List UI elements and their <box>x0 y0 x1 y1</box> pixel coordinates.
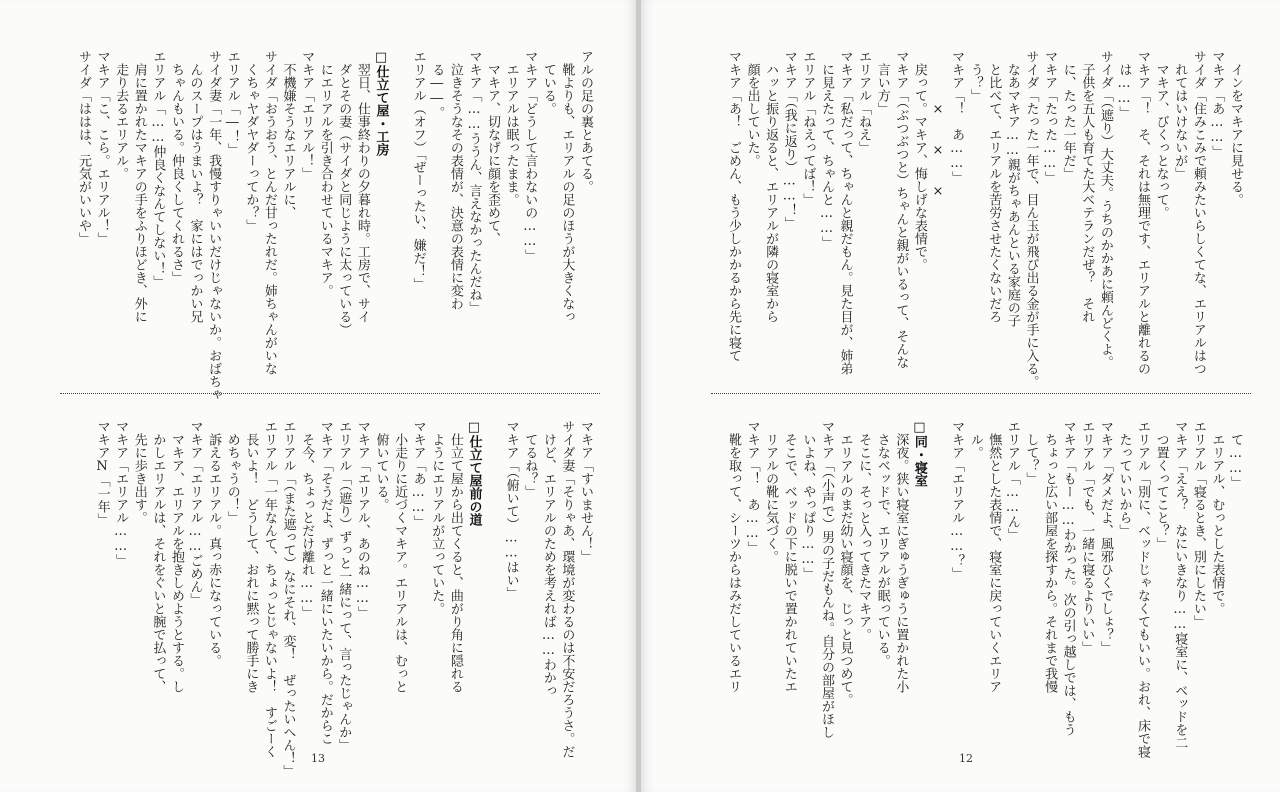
script-line: マキア「もー……わかった。次の引っ越しでは、もう <box>1060 420 1076 736</box>
script-line: そこで、ベッドの下に脱いで置かれていたエ <box>781 420 797 693</box>
script-line: そこに、そっと入ってきたマキア。 <box>856 420 872 641</box>
script-line: マキア、切なげに顔を歪めて、 <box>485 50 501 245</box>
page-12 <box>641 0 1280 792</box>
script-line: エリアル「一年なんて、ちょっとじゃないよ！ すごーく <box>261 420 277 758</box>
script-line: マキア「私だって、ちゃんと親だもん。見た目が、姉弟 <box>837 50 853 375</box>
scene-heading: □同・寝室 <box>911 420 927 487</box>
script-line: ル。 <box>967 420 983 459</box>
script-line: マキア「どうして言わないの……」 <box>522 50 538 262</box>
script-line: マキアN「一年」 <box>94 420 110 526</box>
script-line: て……」 <box>1228 420 1243 489</box>
section-divider <box>60 393 600 394</box>
script-line: サイダ「おうおう、とんだ甘ったれだ。姉ちゃんがいな <box>261 50 277 375</box>
script-line: マキア「あ……」 <box>1209 50 1225 158</box>
script-line: インをマキアに見せる。 <box>1228 50 1243 206</box>
script-line: エリアル「（また遮って）なにそれ、変！ ぜったいへん！」 <box>280 420 296 778</box>
script-line: して？」 <box>1023 420 1039 485</box>
upper-text-block <box>696 50 1244 388</box>
script-line: 訴えるエリアル。真っ赤になっている。 <box>206 420 222 667</box>
script-line: エリアル「でも、一緒に寝るよりいい」 <box>1079 420 1095 654</box>
script-line: マキア「（俯いて）……はい」 <box>503 420 519 600</box>
lower-text-block <box>696 420 1244 758</box>
script-line: マキア「エリアル……ごめん」 <box>187 420 203 606</box>
script-line: マキア「エリアル、あのね……」 <box>354 420 370 619</box>
script-line: ダとその妻（サイダと同じように太っている） <box>336 50 352 336</box>
script-line: マキア「そうだよ、ずっと一緒にいたいから。だからこ <box>317 420 333 745</box>
script-line: マキア「！ あ……」 <box>744 420 760 554</box>
script-line: 子供を五人も育てた大ベテランだぜ？ それ <box>1079 50 1095 323</box>
script-line: 憮然とした表情で、寝室に戻っていくエリア <box>986 420 1002 693</box>
script-line: 翌日、仕事終わりの夕暮れ時。工房で、サイ <box>354 50 370 323</box>
script-line: サイダ「住みこみで頼みたいらしくてな、エリアルはつ <box>1190 50 1206 375</box>
scene-heading: □仕立て屋・工房 <box>373 50 389 156</box>
script-line: サイダ「たった一年で、目ん玉が飛び出る金が手に入る。 <box>1023 50 1039 388</box>
script-line: アルの足の裏とあてる。 <box>578 50 593 193</box>
script-line: エリアル（オフ）「ぜーったい、嫌だ！」 <box>410 50 426 291</box>
script-line: マキア「ええ？ なにいきなり……寝室に、ベッドを二 <box>1172 420 1188 749</box>
script-line: エリアル、むっとした表情で。 <box>1209 420 1225 615</box>
script-line: は……」 <box>1116 50 1132 119</box>
script-line: マキア「！ そ、それは無理です、エリアルと離れるの <box>1135 50 1151 375</box>
script-line: マキア「（ぶつぶつと）ちゃんと親がいるって、そんな <box>893 50 909 369</box>
script-line: ようにエリアルが立っていた。 <box>429 420 445 615</box>
page-number: 13 <box>311 752 325 765</box>
script-line: と比べて、エリアルを苦労させたくないだろ <box>986 50 1002 323</box>
blank-line <box>482 420 501 750</box>
script-line: リアルの靴に気づく。 <box>763 420 779 563</box>
script-line: めちゃうの！」 <box>224 420 240 524</box>
script-line: そ今、ちょっとだけ離れ……」 <box>299 420 315 619</box>
script-line: さなベッドで、エリアルが眠っている。 <box>874 420 890 667</box>
script-line: 顔を出していた。 <box>744 50 760 167</box>
script-line: エリアル「……ん」 <box>1004 420 1020 541</box>
script-line: つ置くってこと？」 <box>1153 420 1169 550</box>
script-line: エリアル「ねえってば！」 <box>800 50 816 206</box>
script-line: う？」 <box>967 50 983 102</box>
script-line: サイダ妻「一年、我慢すりゃいいだけじゃないか。おばちゃ <box>206 50 222 401</box>
script-line: マキア「……ううん、言えなかったんだね」 <box>466 50 482 314</box>
script-line: る――。 <box>429 50 445 119</box>
script-line: てるね？」 <box>522 420 538 498</box>
script-line: マキア、びくっとなって。 <box>1153 50 1169 219</box>
script-line: マキア「エリアル！」 <box>299 50 315 180</box>
script-line: 不機嫌そうなエリアルに、 <box>280 50 296 219</box>
script-line: ている。 <box>540 50 556 115</box>
script-line: れてはいけないが」 <box>1172 50 1188 180</box>
script-line: マキア「エリアル……」 <box>113 420 129 567</box>
script-line: エリアルのまだ幼い寝顔を、じっと見つめて。 <box>837 420 853 706</box>
script-line: マキア「！ あ……」 <box>949 50 965 184</box>
script-line: 長いよ！ どうして、おれに黙って勝手にき <box>243 420 259 693</box>
script-line: 言い方」 <box>874 50 890 115</box>
script-line: に見えたって、ちゃんと……」 <box>818 50 834 249</box>
upper-text-block <box>49 50 594 401</box>
script-line: 泣きそうなその表情が、決意の表情に変わ <box>447 50 463 310</box>
page-number: 12 <box>959 752 973 765</box>
scene-heading: □仕立て屋前の道 <box>466 420 482 526</box>
script-line: 深夜。狭い寝室にぎゅうぎゅうに置かれた小 <box>893 420 909 693</box>
script-line: エリアル「ねえ」 <box>856 50 872 154</box>
blank-line <box>928 420 947 750</box>
script-line: いよね、やっぱり……」 <box>800 420 816 580</box>
section-divider <box>711 393 1251 394</box>
script-line: マキア「あ……」 <box>410 420 426 528</box>
script-line: かしエリアルは、それをぐいと腕で払って、 <box>150 420 166 693</box>
script-line: サイダ妻「そりゃあ、環境が変わるのは不安だろうさ。だ <box>559 420 575 758</box>
script-line: 俯いている。 <box>373 420 389 511</box>
script-line: エリアル「……仲良くなんてしない！」 <box>150 50 166 288</box>
script-line: マキア「ダメだよ、風邪ひくでしょ？」 <box>1097 420 1113 654</box>
script-line: ハッと振り返ると、エリアルが隣の寝室から <box>763 50 779 323</box>
script-line: マキア「（小声で）男の子だもんね。自分の部屋がほし <box>818 420 834 739</box>
script-line: ちゃんもいる。仲良くしてくれるさ」 <box>168 50 184 284</box>
script-line: 戻って。マキア、悔しげな表情で。 <box>911 50 927 271</box>
script-line: なあマキア……親がちゃあんといる家庭の子 <box>1004 50 1020 327</box>
blank-line <box>389 50 408 380</box>
script-line: マキア、エリアルを抱きしめようとする。し <box>168 420 184 693</box>
page-13 <box>0 0 636 792</box>
script-line: マキア「たった……」 <box>1042 50 1058 184</box>
script-line: 仕立て屋から出てくると、曲がり角に隠れる <box>447 420 463 693</box>
script-line: 靴を取って、シーツからはみだしているエリ <box>725 420 741 693</box>
script-line: 先に歩き出す。 <box>131 420 147 524</box>
script-line: エリアル「（遮り）ずっと一緒にって、言ったじゃんか」 <box>336 420 352 752</box>
script-line: サイダ「ははは、元気がいいや」 <box>75 50 91 245</box>
script-line: くちゃヤダヤダーってか？」 <box>243 50 259 232</box>
script-line: たっていいから」 <box>1116 420 1132 537</box>
script-line: マキア「こ、こら。エリアル！」 <box>94 50 110 245</box>
script-line: 肩に置かれたマキアの手をふりほどき、外に <box>131 50 147 323</box>
script-line: 小走りに近づくマキア。エリアルは、むっと <box>392 420 408 693</box>
script-line: エリアル「寝るとき、別にしたい」 <box>1190 420 1206 628</box>
script-line: サイダ「（遮り）大丈夫。うちのかかあに頼んどくよ。 <box>1097 50 1113 369</box>
script-line: ちょっと広い部屋を探すから。それまで我慢 <box>1042 420 1058 693</box>
script-line: エリアル「別に、ベッドじゃなくてもいい。おれ、床で寝 <box>1135 420 1151 758</box>
script-line: んのスープはうまいよ？ 家にはでっかい兄 <box>187 50 203 323</box>
script-line: 靴よりも、エリアルの足のほうが大きくなっ <box>559 50 575 323</box>
script-line: エリアルは眠ったまま。 <box>503 50 519 206</box>
script-line: にエリアルを引き合わせているマキア。 <box>317 50 333 297</box>
script-line: マキア「あ！ ごめん、もう少しかかるから先に寝て <box>725 50 741 362</box>
script-line: マキア「エリアル……？」 <box>949 420 965 580</box>
script-line: マキア「（我に返り）……！」 <box>781 50 797 230</box>
script-line: マキア「すいません！」 <box>578 420 593 563</box>
script-line: に、たった一年だ」 <box>1060 50 1076 180</box>
script-line: 走り去るエリアル。 <box>113 50 129 180</box>
script-line: × × × <box>930 50 946 199</box>
script-line: エリアル「―！」 <box>224 50 240 156</box>
script-line: けど、エリアルのためを考えれば……わかっ <box>540 420 556 697</box>
